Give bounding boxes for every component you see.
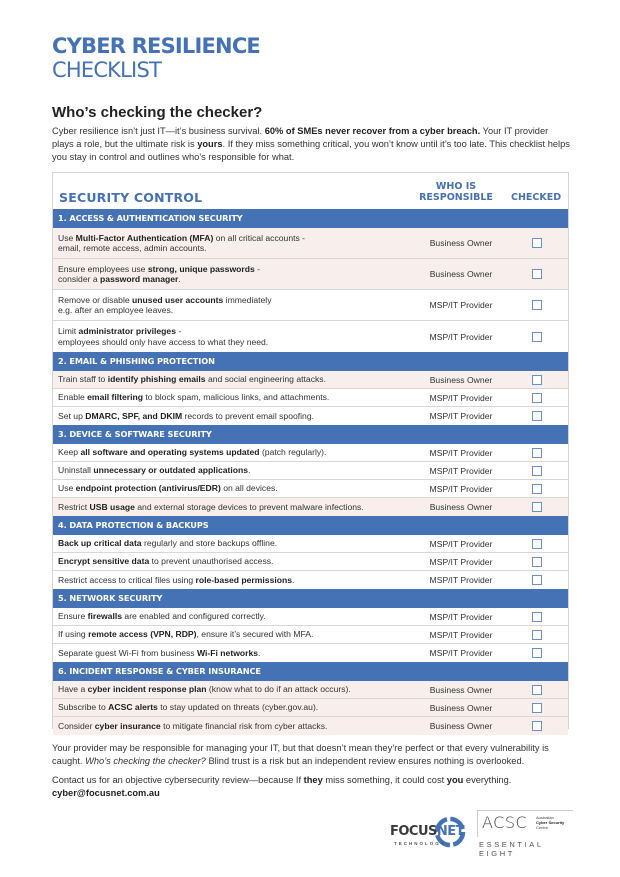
checklist-checkbox[interactable] [532,375,542,385]
body-text: to stay updated on threats (cyber.gov.au). [157,702,319,713]
control-description [53,702,416,713]
control-line [58,483,416,494]
checklist-row [53,462,568,480]
checked-cell [506,300,568,310]
body-text: Separate guest Wi-Fi from business [58,647,197,658]
emphasis-text: ACSC alerts [108,702,158,713]
footer-text: Blind trust is a risk but an independent review ensures nothing is overlooked. [205,756,525,767]
responsible-party: Business Owner [429,721,493,731]
checklist-checkbox[interactable] [532,502,542,512]
checklist-row [53,371,568,389]
body-text: and social engineering attacks. [205,374,326,385]
emphasis-text: unnecessary or outdated applications [93,465,249,476]
checked-cell [506,612,568,622]
body-text: Keep [58,447,81,458]
body-text: Restrict access to critical files using [58,574,196,585]
control-description [53,556,416,567]
footer-bold: you [446,775,464,785]
responsible-party: Business Owner [429,238,493,248]
body-text: records to prevent email spoofing. [182,410,314,421]
checklist-checkbox[interactable] [532,300,542,310]
checked-cell [506,484,568,494]
control-line [58,374,416,385]
table-body [53,209,568,735]
control-line [58,411,416,422]
body-text: - [175,326,182,336]
footer-text: Contact us for an objective cybersecurity review—because If [52,775,304,785]
control-description [53,447,416,458]
checklist-row [53,228,568,259]
emphasis-text: password manager [100,274,179,284]
body-text: are enabled and configured correctly. [122,611,266,622]
responsible-party: MSP/IT Provider [429,465,493,476]
acsc-wordmark: ACSC [482,813,528,832]
checked-cell [506,448,568,458]
checked-cell [506,575,568,585]
footer-text: miss something, it could cost [322,775,447,785]
control-description [53,264,416,285]
footer-text: Your provider may be responsible for managing your IT, but that doesn’t mean they’re perfect or that every vulnerability is caught. [52,743,549,767]
body-text: . [292,574,295,585]
checklist-row [53,444,568,462]
body-text: on all devices. [220,483,278,494]
control-description [53,575,416,586]
body-text: . [248,465,251,476]
focusnet-logo [388,814,470,852]
control-line [58,538,416,549]
checklist-checkbox[interactable] [532,703,542,713]
control-description [53,611,416,622]
column-header-checked: CHECKED [511,192,562,203]
responsible-party: MSP/IT Provider [429,648,493,658]
control-description [53,483,416,494]
body-text: on all critical accounts - [213,232,306,243]
section-header: 4. DATA PROTECTION & BACKUPS [53,516,568,535]
column-header-who-line1: WHO IS [435,181,477,192]
emphasis-text: Wi-Fi networks [197,647,259,658]
checklist-checkbox[interactable] [532,393,542,403]
checklist-checkbox[interactable] [532,685,542,695]
responsible-party: Business Owner [429,702,493,713]
body-text: Set up [58,410,86,421]
control-line [58,233,416,244]
control-line [58,721,416,732]
responsible-party: MSP/IT Provider [429,629,493,640]
responsible-party: MSP/IT Provider [429,538,493,549]
body-text: immediately [223,294,272,305]
responsible-party: Business Owner [429,684,493,695]
emphasis-text: all software and operating systems updated [80,447,260,458]
responsible-party: MSP/IT Provider [429,331,493,342]
control-line [58,648,416,659]
checklist-checkbox[interactable] [532,575,542,585]
emphasis-text: identify phishing emails [107,374,206,385]
emphasis-text: email filtering [87,392,144,403]
emphasis-text: DMARC, SPF, and DKIM [85,410,183,421]
emphasis-text: Back up critical data [58,538,142,549]
body-text: Train staff to [58,374,108,385]
section-header: 6. INCIDENT RESPONSE & CYBER INSURANCE [53,662,568,681]
control-line [58,465,416,476]
control-line [58,243,416,254]
checklist-row [53,681,568,699]
checked-cell [506,411,568,421]
section-rows [53,608,568,662]
checked-cell [506,269,568,279]
emphasis-text: USB usage [89,501,135,512]
section-rows [53,444,568,516]
section-rows [53,535,568,589]
control-description [53,326,416,347]
checklist-row [53,608,568,626]
checklist-row [53,571,568,589]
checklist-checkbox[interactable] [532,238,542,248]
responsible-party: MSP/IT Provider [429,483,493,494]
emphasis-text: Encrypt sensitive data [58,556,150,567]
body-text: . If they miss something critical, you won’t know until it’s too late. This checklist helps you stay in control and outlines who’s responsible for what. [52,139,570,163]
control-line [58,264,416,275]
control-line [58,295,416,306]
control-line [58,392,416,403]
body-text: If using [58,629,89,640]
section-header: 2. EMAIL & PHISHING PROTECTION [53,352,568,371]
section-rows [53,681,568,735]
body-text: Subscribe to [58,702,109,713]
emphasis-text: strong, unique passwords [147,263,255,274]
checklist-row [53,407,568,425]
control-description [53,374,416,385]
footer-paragraph-2 [52,774,572,800]
control-line [58,702,416,713]
control-line [58,305,416,316]
control-description [53,721,416,732]
checklist-checkbox[interactable] [532,332,542,342]
checklist-row [53,259,568,290]
responsible-party: Business Owner [429,374,493,385]
focusnet-wordmark: FOCUSNET [390,824,465,839]
footer-italic: Who’s checking the checker? [85,756,206,767]
section-rows [53,228,568,352]
checked-cell [506,375,568,385]
body-text: Cyber resilience isn’t just IT—it’s business survival. [52,126,265,136]
column-header-who-line2: RESPONSIBLE [419,192,493,203]
checklist-row [53,498,568,516]
document-title-line2: CHECKLIST [52,58,162,82]
checklist-table [52,172,569,729]
body-text: , ensure it’s secured with MFA. [196,629,314,640]
control-line [58,684,416,695]
focusnet-tagline: TECHNOLOGY [394,841,446,846]
checked-cell [506,703,568,713]
checklist-checkbox[interactable] [532,484,542,494]
control-description [53,648,416,659]
body-text: . [258,647,261,658]
checklist-row [53,717,568,735]
checklist-checkbox[interactable] [532,721,542,731]
body-text: e.g. after an employee leaves. [58,305,174,315]
responsible-party: MSP/IT Provider [429,392,493,403]
responsible-party: MSP/IT Provider [429,300,493,310]
control-description [53,502,416,513]
checklist-row [53,644,568,662]
body-text: to block spam, malicious links, and attachments. [143,392,330,403]
subtitle: Who’s checking the checker? [52,104,263,121]
emphasis-text: role-based permissions [195,574,293,585]
checked-cell [506,630,568,640]
responsible-party: MSP/IT Provider [429,575,493,585]
emphasis-text: cyber incident response plan [87,684,207,695]
checklist-row [53,389,568,407]
emphasis-text: Multi-Factor Authentication (MFA) [75,232,214,243]
emphasis-text: endpoint protection (antivirus/EDR) [75,483,221,494]
column-header-security-control: SECURITY CONTROL [59,190,203,205]
checked-cell [506,648,568,658]
responsible-party: MSP/IT Provider [429,611,493,622]
document-title-line1: CYBER RESILIENCE [52,34,260,58]
checklist-checkbox[interactable] [532,466,542,476]
footer-bold: they [303,775,323,785]
emphasis-text: yours [197,139,223,150]
emphasis-text: unused user accounts [132,294,224,305]
checklist-row [53,290,568,321]
checked-cell [506,557,568,567]
control-line [58,326,416,337]
control-description [53,411,416,422]
checked-cell [506,332,568,342]
section-rows [53,371,568,425]
checked-cell [506,393,568,403]
checked-cell [506,685,568,695]
body-text: to prevent unauthorised access. [149,556,274,567]
emphasis-text: 60% of SMEs never recover from a cyber breach. [264,126,481,136]
body-text: consider a [58,274,101,284]
body-text: employees should only have access to what they need. [58,336,269,347]
emphasis-text: administrator privileges [78,326,176,336]
control-description [53,629,416,640]
section-header: 3. DEVICE & SOFTWARE SECURITY [53,425,568,444]
section-header: 1. ACCESS & AUTHENTICATION SECURITY [53,209,568,228]
body-text: Limit [58,326,79,336]
body-text: Have a [58,684,88,695]
checklist-checkbox[interactable] [532,448,542,458]
control-line [58,556,416,567]
body-text: Use [58,232,76,243]
acsc-full-name: Australian Cyber Security Centre [536,815,565,830]
responsible-party: Business Owner [429,502,493,512]
body-text: regularly and store backups offline. [141,538,278,549]
control-line [58,274,416,285]
body-text: and external storage devices to prevent malware infections. [134,501,364,512]
control-description [53,233,416,254]
body-text: Use [58,483,76,494]
control-line [58,575,416,586]
checklist-row [53,699,568,717]
checked-cell [506,721,568,731]
checklist-row [53,626,568,644]
body-text: Enable [58,392,88,403]
column-header-who-responsible [411,181,501,203]
checklist-checkbox[interactable] [532,630,542,640]
checklist-row [53,553,568,571]
body-text: Restrict [58,501,90,512]
checklist-checkbox[interactable] [532,539,542,549]
checklist-row [53,535,568,553]
emphasis-text: cyber insurance [94,720,161,731]
control-description [53,295,416,316]
control-line [58,629,416,640]
footer-text: everything. [463,775,512,785]
acsc-tagline: ESSENTIAL EIGHT [479,840,544,858]
body-text: Ensure employees use [58,263,148,274]
control-description [53,465,416,476]
body-text: Your IT provider plays a role, but the ultimate risk is [52,126,549,150]
body-text: . [178,274,181,284]
body-text: (patch regularly). [259,447,327,458]
control-description [53,538,416,549]
checklist-row [53,480,568,498]
control-line [58,611,416,622]
contact-email-link[interactable]: cyber@focusnet.com.au [52,788,160,799]
body-text: Ensure [58,611,88,622]
control-description [53,684,416,695]
responsible-party: MSP/IT Provider [429,411,493,421]
body-text: (know what to do if an attack occurs). [206,684,351,695]
body-text: Uninstall [58,465,94,476]
body-text: to mitigate financial risk from cyber attacks. [160,720,328,731]
body-text: Remove or disable [58,294,133,305]
control-line [58,447,416,458]
emphasis-text: firewalls [87,611,123,622]
intro-paragraph [52,125,572,165]
responsible-party: Business Owner [429,269,493,279]
checklist-checkbox[interactable] [532,269,542,279]
checklist-checkbox[interactable] [532,411,542,421]
emphasis-text: remote access (VPN, RDP) [88,629,197,640]
table-header [53,173,568,209]
checked-cell [506,539,568,549]
body-text: Consider [58,720,95,731]
checked-cell [506,238,568,248]
responsible-party: MSP/IT Provider [429,556,493,567]
checklist-checkbox[interactable] [532,557,542,567]
acsc-essential-eight-logo [477,810,572,858]
checked-cell [506,466,568,476]
footer-paragraph-1 [52,742,572,768]
control-description [53,392,416,403]
responsible-party: MSP/IT Provider [429,447,493,458]
section-header: 5. NETWORK SECURITY [53,589,568,608]
checked-cell [506,502,568,512]
control-line [58,337,416,348]
checklist-checkbox[interactable] [532,612,542,622]
checklist-checkbox[interactable] [532,648,542,658]
body-text: email, remote access, admin accounts. [58,243,207,253]
control-line [58,502,416,513]
checklist-row [53,321,568,352]
body-text: - [254,263,261,274]
